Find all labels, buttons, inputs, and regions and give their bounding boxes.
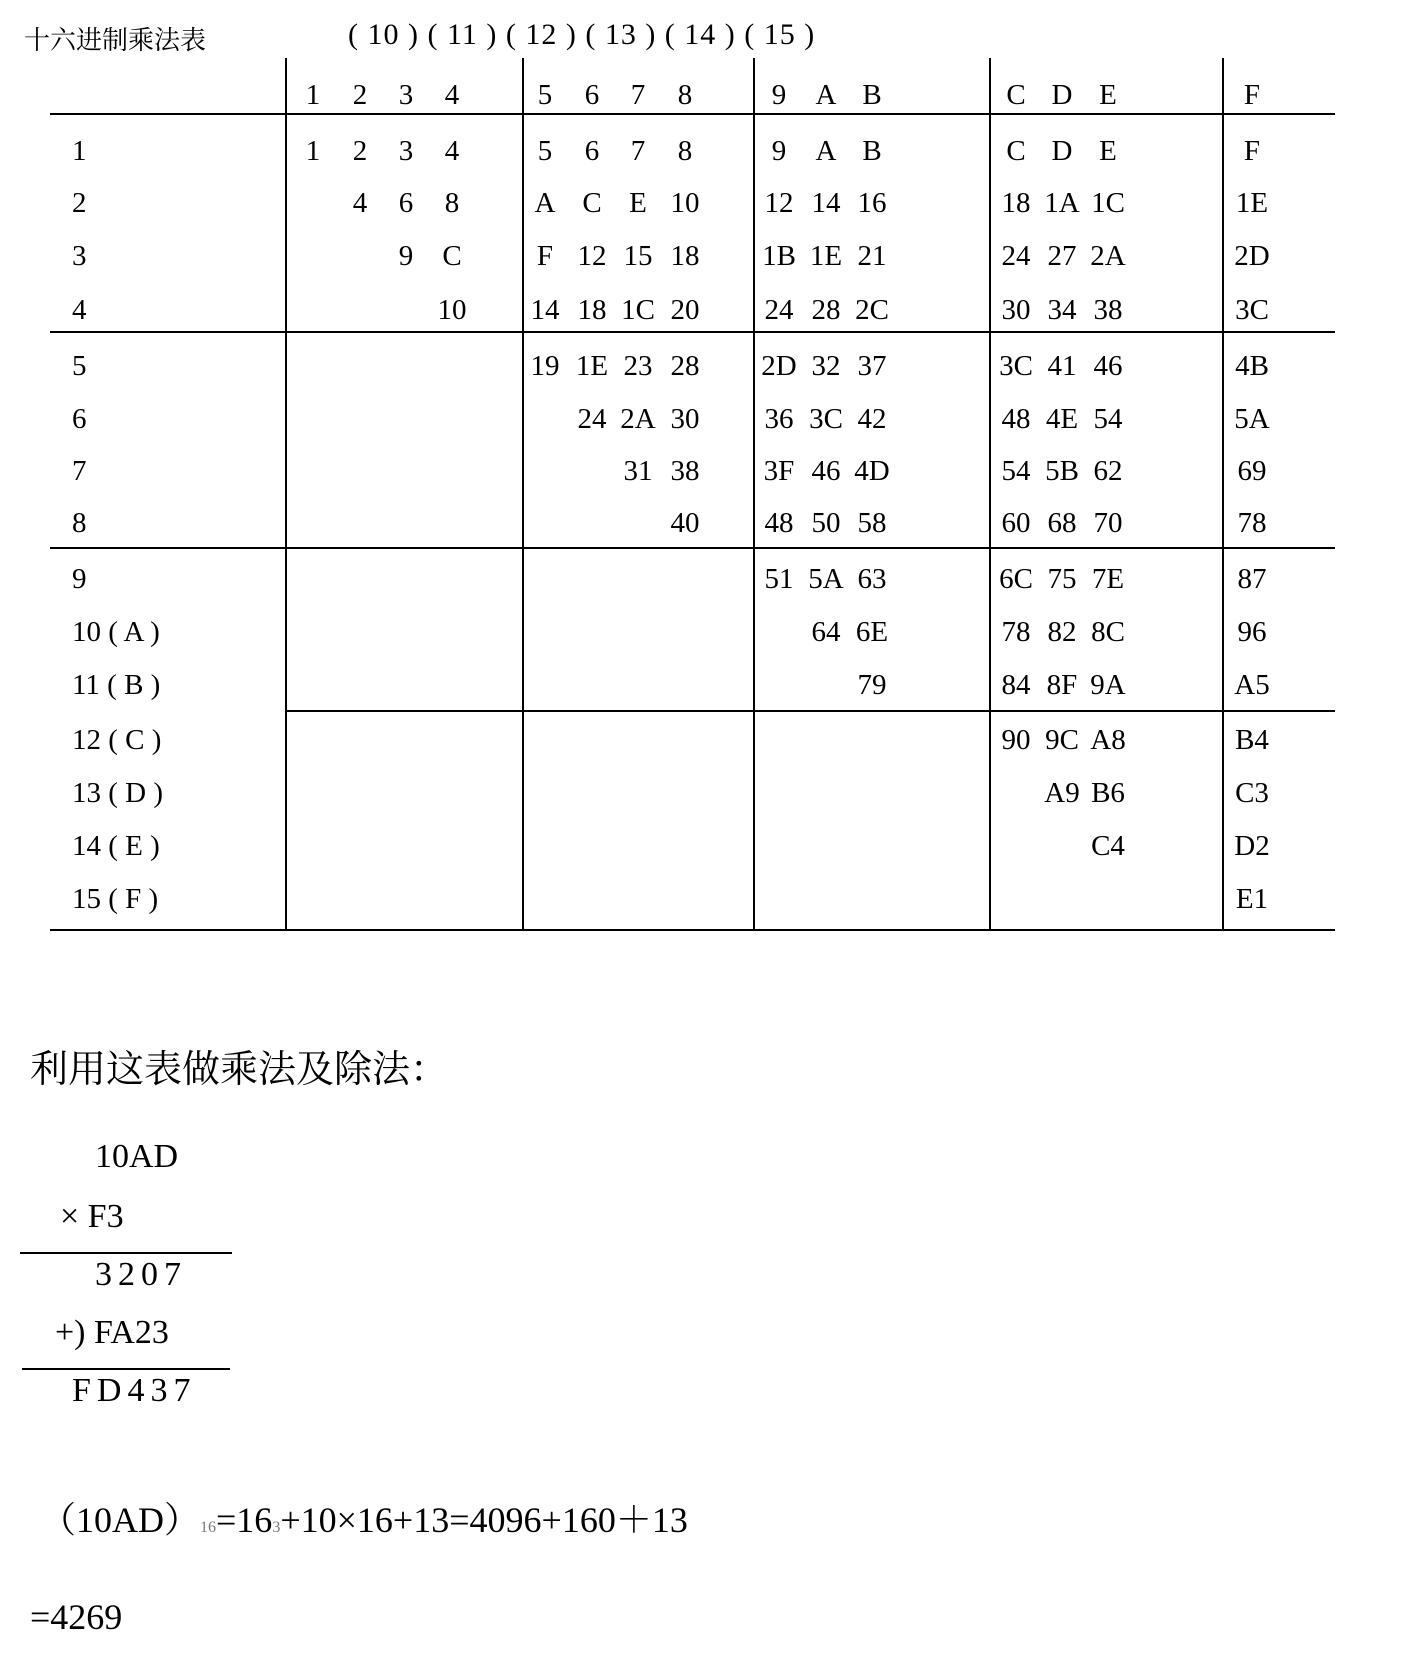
table-cell: 20 bbox=[670, 294, 700, 326]
table-cell: 60 bbox=[1001, 507, 1031, 539]
table-cell: 2A bbox=[1090, 240, 1126, 272]
table-title: 十六进制乘法表 bbox=[24, 26, 207, 56]
table-cell: 54 bbox=[1093, 403, 1123, 435]
col-header: 3 bbox=[398, 79, 414, 111]
table-cell: 1E bbox=[809, 240, 843, 272]
table-cell: 63 bbox=[857, 563, 887, 595]
table-cell: 8 bbox=[444, 187, 460, 219]
table-rule bbox=[50, 929, 1335, 931]
table-cell: 79 bbox=[857, 669, 887, 701]
table-cell: 75 bbox=[1047, 563, 1077, 595]
table-cell: 6 bbox=[398, 187, 414, 219]
table-cell: 4E bbox=[1045, 403, 1079, 435]
table-cell: 5A bbox=[808, 563, 844, 595]
table-cell: 1A bbox=[1044, 187, 1080, 219]
table-cell: 78 bbox=[1237, 507, 1267, 539]
table-cell: 7 bbox=[630, 135, 646, 167]
table-cell: 41 bbox=[1047, 350, 1077, 382]
table-cell: 12 bbox=[764, 187, 794, 219]
table-cell: 8F bbox=[1046, 669, 1078, 701]
table-cell: 42 bbox=[857, 403, 887, 435]
row-label: 13 ( D ) bbox=[72, 777, 164, 809]
row-label: 14 ( E ) bbox=[72, 830, 160, 862]
table-cell: E bbox=[1099, 135, 1117, 167]
formula-exponent: 3 bbox=[272, 1519, 281, 1536]
table-cell: A bbox=[815, 135, 837, 167]
row-label: 2 bbox=[72, 187, 87, 219]
table-cell: 28 bbox=[670, 350, 700, 382]
calc-result: FD437 bbox=[72, 1372, 197, 1409]
row-label: 10 ( A ) bbox=[72, 616, 160, 648]
table-cell: 19 bbox=[530, 350, 560, 382]
table-cell: 4 bbox=[352, 187, 368, 219]
table-cell: 50 bbox=[811, 507, 841, 539]
table-cell: D bbox=[1051, 135, 1073, 167]
table-cell: F bbox=[1243, 135, 1261, 167]
table-cell: E bbox=[629, 187, 647, 219]
table-cell: 31 bbox=[623, 455, 653, 487]
formula-rest: +10×16+13=4096+160＋13 bbox=[280, 1500, 688, 1540]
col-header: 4 bbox=[444, 79, 460, 111]
row-label: 3 bbox=[72, 240, 87, 272]
table-cell: C bbox=[582, 187, 602, 219]
table-cell: A5 bbox=[1234, 669, 1270, 701]
table-cell: 38 bbox=[670, 455, 700, 487]
table-cell: 24 bbox=[577, 403, 607, 435]
table-cell: 3C bbox=[809, 403, 843, 435]
table-cell: 3 bbox=[398, 135, 414, 167]
table-cell: 23 bbox=[623, 350, 653, 382]
col-header: E bbox=[1099, 79, 1117, 111]
table-cell: 68 bbox=[1047, 507, 1077, 539]
row-label: 9 bbox=[72, 563, 87, 595]
table-cell: B bbox=[862, 135, 882, 167]
table-cell: 30 bbox=[670, 403, 700, 435]
table-cell: 40 bbox=[670, 507, 700, 539]
table-cell: 1E bbox=[1235, 187, 1269, 219]
col-header: F bbox=[1243, 79, 1261, 111]
table-cell: 24 bbox=[764, 294, 794, 326]
table-cell: 2D bbox=[1234, 240, 1270, 272]
table-rule bbox=[50, 331, 1335, 333]
calc-partial-1: 3207 bbox=[95, 1256, 187, 1293]
table-cell: 46 bbox=[811, 455, 841, 487]
row-label: 4 bbox=[72, 294, 87, 326]
col-header: 7 bbox=[630, 79, 646, 111]
table-cell: 3C bbox=[999, 350, 1033, 382]
table-cell: 10 bbox=[437, 294, 467, 326]
row-label: 7 bbox=[72, 455, 87, 487]
table-cell: A9 bbox=[1044, 777, 1080, 809]
table-cell: 9C bbox=[1045, 724, 1079, 756]
table-cell: 54 bbox=[1001, 455, 1031, 487]
table-rule bbox=[287, 710, 1335, 712]
table-cell: 9 bbox=[398, 240, 414, 272]
table-cell: 3C bbox=[1235, 294, 1269, 326]
table-cell: 14 bbox=[811, 187, 841, 219]
table-cell: 34 bbox=[1047, 294, 1077, 326]
table-cell: F bbox=[536, 240, 554, 272]
table-cell: A8 bbox=[1090, 724, 1126, 756]
table-cell: 5 bbox=[537, 135, 553, 167]
table-cell: 4 bbox=[444, 135, 460, 167]
formula-line-1 bbox=[40, 1492, 688, 1543]
table-cell: 48 bbox=[1001, 403, 1031, 435]
table-cell: 8 bbox=[677, 135, 693, 167]
table-cell: 4B bbox=[1235, 350, 1269, 382]
table-cell: B4 bbox=[1235, 724, 1269, 756]
col-header: A bbox=[815, 79, 837, 111]
formula-line-2: =4269 bbox=[30, 1597, 123, 1637]
table-cell: 1C bbox=[621, 294, 655, 326]
table-cell: 5A bbox=[1234, 403, 1270, 435]
table-cell: 14 bbox=[530, 294, 560, 326]
row-label: 15 ( F ) bbox=[72, 883, 159, 915]
table-cell: 90 bbox=[1001, 724, 1031, 756]
table-cell: 5B bbox=[1045, 455, 1079, 487]
table-cell: 38 bbox=[1093, 294, 1123, 326]
table-cell: C bbox=[1006, 135, 1026, 167]
table-cell: 36 bbox=[764, 403, 794, 435]
table-cell: 32 bbox=[811, 350, 841, 382]
table-cell: 51 bbox=[764, 563, 794, 595]
formula-base-subscript: 16 bbox=[200, 1519, 216, 1536]
col-header: 2 bbox=[352, 79, 368, 111]
table-cell: 78 bbox=[1001, 616, 1031, 648]
calc-multiplicand: 10AD bbox=[95, 1138, 179, 1175]
table-cell: 48 bbox=[764, 507, 794, 539]
row-label: 12 ( C ) bbox=[72, 724, 162, 756]
col-header: 6 bbox=[584, 79, 600, 111]
table-cell: 82 bbox=[1047, 616, 1077, 648]
table-rule bbox=[50, 547, 1335, 549]
column-divider bbox=[285, 58, 287, 929]
table-cell: 10 bbox=[670, 187, 700, 219]
column-divider bbox=[522, 58, 524, 929]
table-cell: 2D bbox=[761, 350, 797, 382]
column-divider bbox=[753, 58, 755, 929]
table-cell: 28 bbox=[811, 294, 841, 326]
calc-multiplier: × F3 bbox=[60, 1198, 124, 1235]
table-cell: 12 bbox=[577, 240, 607, 272]
table-cell: 18 bbox=[670, 240, 700, 272]
table-cell: 70 bbox=[1093, 507, 1123, 539]
table-cell: 2C bbox=[855, 294, 889, 326]
col-header: 8 bbox=[677, 79, 693, 111]
formula-eq: =16 bbox=[216, 1500, 273, 1540]
formula-lhs: （10AD） bbox=[40, 1500, 200, 1540]
table-cell: C4 bbox=[1091, 830, 1125, 862]
row-label: 11 ( B ) bbox=[72, 669, 161, 701]
table-cell: C3 bbox=[1235, 777, 1269, 809]
table-cell: 7E bbox=[1091, 563, 1125, 595]
section-heading: 利用这表做乘法及除法： bbox=[30, 1049, 449, 1091]
table-cell: 30 bbox=[1001, 294, 1031, 326]
row-label: 8 bbox=[72, 507, 87, 539]
row-label: 6 bbox=[72, 403, 87, 435]
table-cell: 18 bbox=[577, 294, 607, 326]
table-cell: 6 bbox=[584, 135, 600, 167]
table-cell: 1 bbox=[305, 135, 321, 167]
table-cell: E1 bbox=[1235, 883, 1269, 915]
column-divider bbox=[989, 58, 991, 929]
calc-rule-2 bbox=[22, 1368, 230, 1370]
table-cell: 64 bbox=[811, 616, 841, 648]
table-cell: 8C bbox=[1091, 616, 1125, 648]
table-cell: 21 bbox=[857, 240, 887, 272]
table-cell: 18 bbox=[1001, 187, 1031, 219]
calc-partial-2: +) FA23 bbox=[55, 1314, 169, 1351]
table-cell: 69 bbox=[1237, 455, 1267, 487]
table-cell: A bbox=[534, 187, 556, 219]
table-rule bbox=[50, 113, 1335, 115]
calc-rule-1 bbox=[20, 1252, 232, 1254]
table-cell: 24 bbox=[1001, 240, 1031, 272]
table-cell: 27 bbox=[1047, 240, 1077, 272]
table-cell: 6E bbox=[855, 616, 889, 648]
table-cell: C bbox=[442, 240, 462, 272]
table-cell: 2A bbox=[620, 403, 656, 435]
table-cell: 46 bbox=[1093, 350, 1123, 382]
row-label: 1 bbox=[72, 135, 87, 167]
table-cell: 1B bbox=[762, 240, 796, 272]
col-header: B bbox=[862, 79, 882, 111]
table-cell: 1E bbox=[575, 350, 609, 382]
col-header: 9 bbox=[771, 79, 787, 111]
table-cell: 9A bbox=[1090, 669, 1126, 701]
table-cell: D2 bbox=[1234, 830, 1270, 862]
col-header: 1 bbox=[305, 79, 321, 111]
table-cell: 87 bbox=[1237, 563, 1267, 595]
table-cell: 4D bbox=[854, 455, 890, 487]
table-cell: 16 bbox=[857, 187, 887, 219]
table-cell: 3F bbox=[763, 455, 795, 487]
table-cell: 58 bbox=[857, 507, 887, 539]
table-cell: 84 bbox=[1001, 669, 1031, 701]
col-header: C bbox=[1006, 79, 1026, 111]
col-header: D bbox=[1051, 79, 1073, 111]
table-cell: 9 bbox=[771, 135, 787, 167]
table-cell: 6C bbox=[999, 563, 1033, 595]
decimal-header-values: ( 10 ) ( 11 ) ( 12 ) ( 13 ) ( 14 ) ( 15 ) bbox=[348, 18, 816, 51]
table-cell: B6 bbox=[1091, 777, 1125, 809]
table-cell: 15 bbox=[623, 240, 653, 272]
col-header: 5 bbox=[537, 79, 553, 111]
table-cell: 2 bbox=[352, 135, 368, 167]
table-cell: 1C bbox=[1091, 187, 1125, 219]
table-cell: 37 bbox=[857, 350, 887, 382]
row-label: 5 bbox=[72, 350, 87, 382]
table-cell: 96 bbox=[1237, 616, 1267, 648]
column-divider bbox=[1222, 58, 1224, 929]
table-cell: 62 bbox=[1093, 455, 1123, 487]
